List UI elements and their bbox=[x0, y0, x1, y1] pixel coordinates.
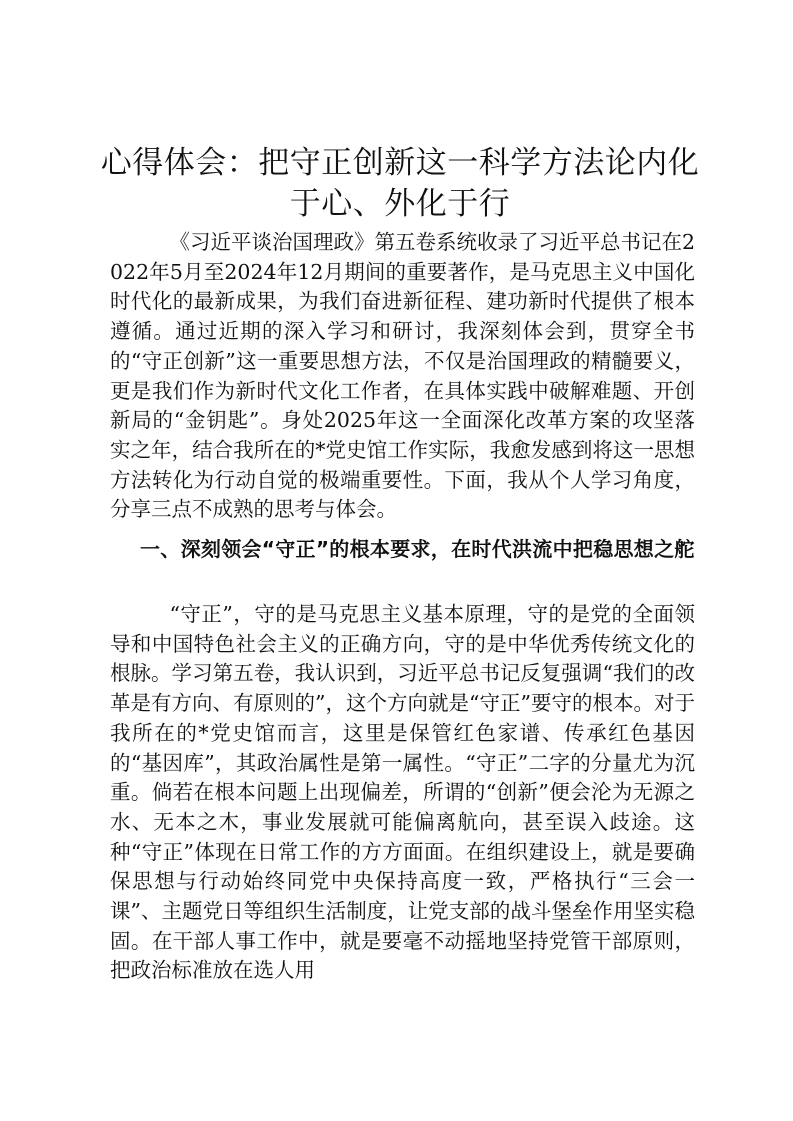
section-paragraph: “守正”，守的是马克思主义基本原理，守的是党的全面领导和中国特色社会主义的正确方向，守的是中华优秀传统文化的根脉。学习第五卷，我认识到，习近平总书记反复强调“我们的改革是有方向、有原则的”，这个方向就是“守正”要守的根本。对于我所在的*党史馆而言，这里是保管红色家谱、传承红色基因的“基因库”，其政治属性是第一属性。“守正”二字的分量尤为沉重。倘若在根本问题上出现偏差，所谓的“创新”便会沦为无源之水、无本之木，事业发展就可能偏离航向，甚至误入歧途。这种“守正”体现在日常工作的方方面面。在组织建设上，就是要确保思想与行动始终同党中央保持高度一致，严格执行“三会一课”、主题党日等组织生活制度，让党支部的战斗堡垒作用坚实稳固。在干部人事工作中，就是要毫不动摇地坚持党管干部原则，把政治标准放在选人用 bbox=[110, 602, 695, 983]
intro-paragraph: 《习近平谈治国理政》第五卷系统收录了习近平总书记在2022年5月至2024年12月期间的重要著作，是马克思主义中国化时代化的最新成果，为我们奋进新征程、建功新时代提供了根本遵循。通过近期的深入学习和研讨，我深刻体会到，贯穿全书的“守正创新”这一重要思想方法，不仅是治国理政的精髓要义，更是我们作为新时代文化工作者，在具体实践中破解难题、开创新局的“金钥匙”。身处2025年这一全面深化改革方案的攻坚落实之年，结合我所在的*党史馆工作实际，我愈发感到将这一思想方法转化为行动自觉的极端重要性。下面，我从个人学习角度，分享三点不成熟的思考与体会。 bbox=[110, 230, 695, 522]
section-heading: 一、深刻领会“守正”的根本要求，在时代洪流中把稳思想之舵 bbox=[140, 537, 695, 561]
document-title: 心得体会：把守正创新这一科学方法论内化于心、外化于行 bbox=[100, 145, 700, 222]
